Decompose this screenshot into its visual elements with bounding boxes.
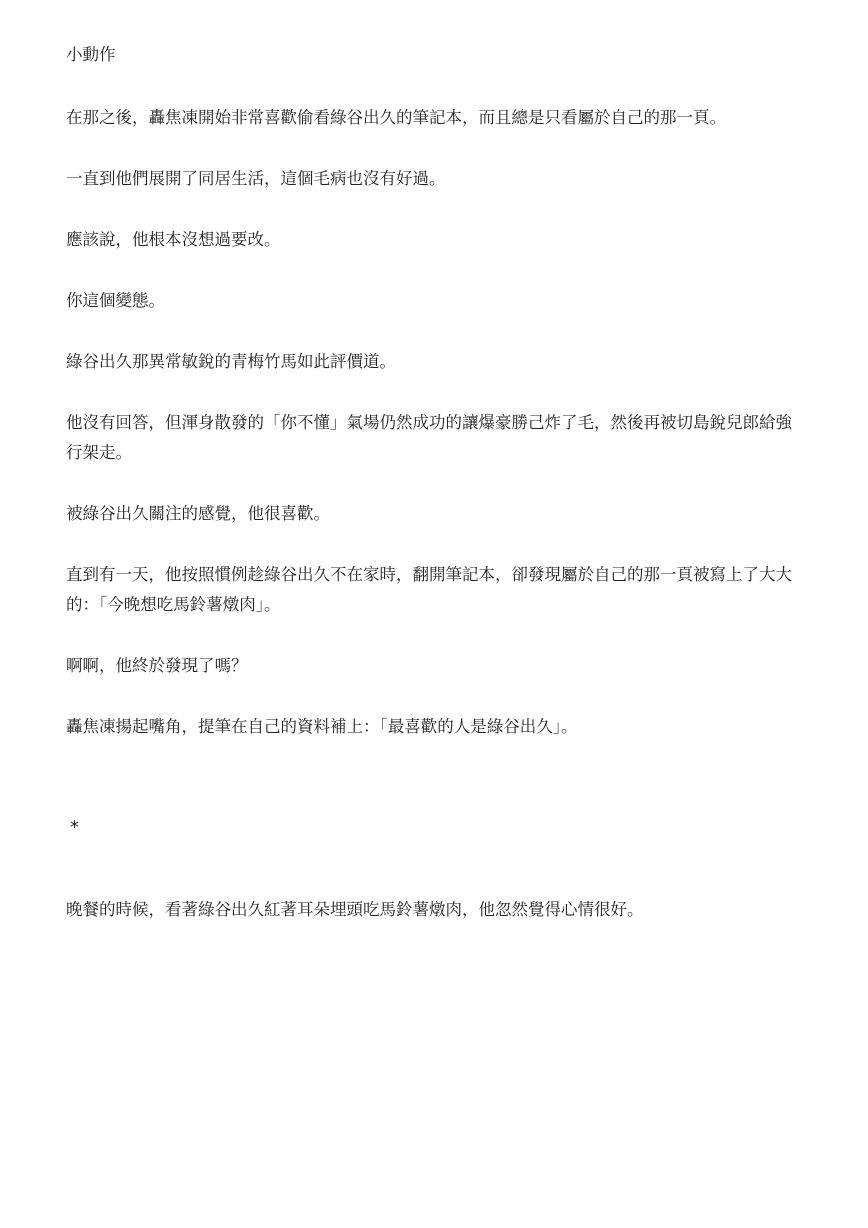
document-title: 小動作 (66, 45, 116, 64)
paragraph: 在那之後，轟焦凍開始非常喜歡偷看綠谷出久的筆記本，而且總是只看屬於自己的那一頁。 (66, 108, 726, 127)
paragraph: 你這個變態。 (66, 291, 165, 310)
paragraph: 他沒有回答，但渾身散發的「你不懂」氣場仍然成功的讓爆豪勝己炸了毛，然後再被切島銳兒郎給強行架走。 (66, 413, 792, 462)
paragraph: 綠谷出久那異常敏銳的青梅竹馬如此評價道。 (66, 352, 396, 371)
section-separator: * (70, 817, 79, 838)
document-page (66, 42, 806, 956)
paragraph: 啊啊，他終於發現了嗎？ (66, 656, 248, 675)
paragraph: 轟焦凍揚起嘴角，提筆在自己的資料補上：「最喜歡的人是綠谷出久」。 (66, 717, 578, 736)
paragraph: 直到有一天，他按照慣例趁綠谷出久不在家時，翻開筆記本，卻發現屬於自己的那一頁被寫上了大大的：「今晚想吃馬鈴薯燉肉」。 (66, 565, 792, 614)
section-gap (66, 773, 806, 813)
paragraph: 晚餐的時候，看著綠谷出久紅著耳朵埋頭吃馬鈴薯燉肉，他忽然覺得心情很好。 (66, 900, 644, 919)
paragraph: 應該說，他根本沒想過要改。 (66, 230, 281, 249)
paragraph: 被綠谷出久關注的感覺，他很喜歡。 (66, 504, 330, 523)
paragraph: 一直到他們展開了同居生活，這個毛病也沒有好過。 (66, 169, 446, 188)
section-gap (66, 843, 806, 895)
